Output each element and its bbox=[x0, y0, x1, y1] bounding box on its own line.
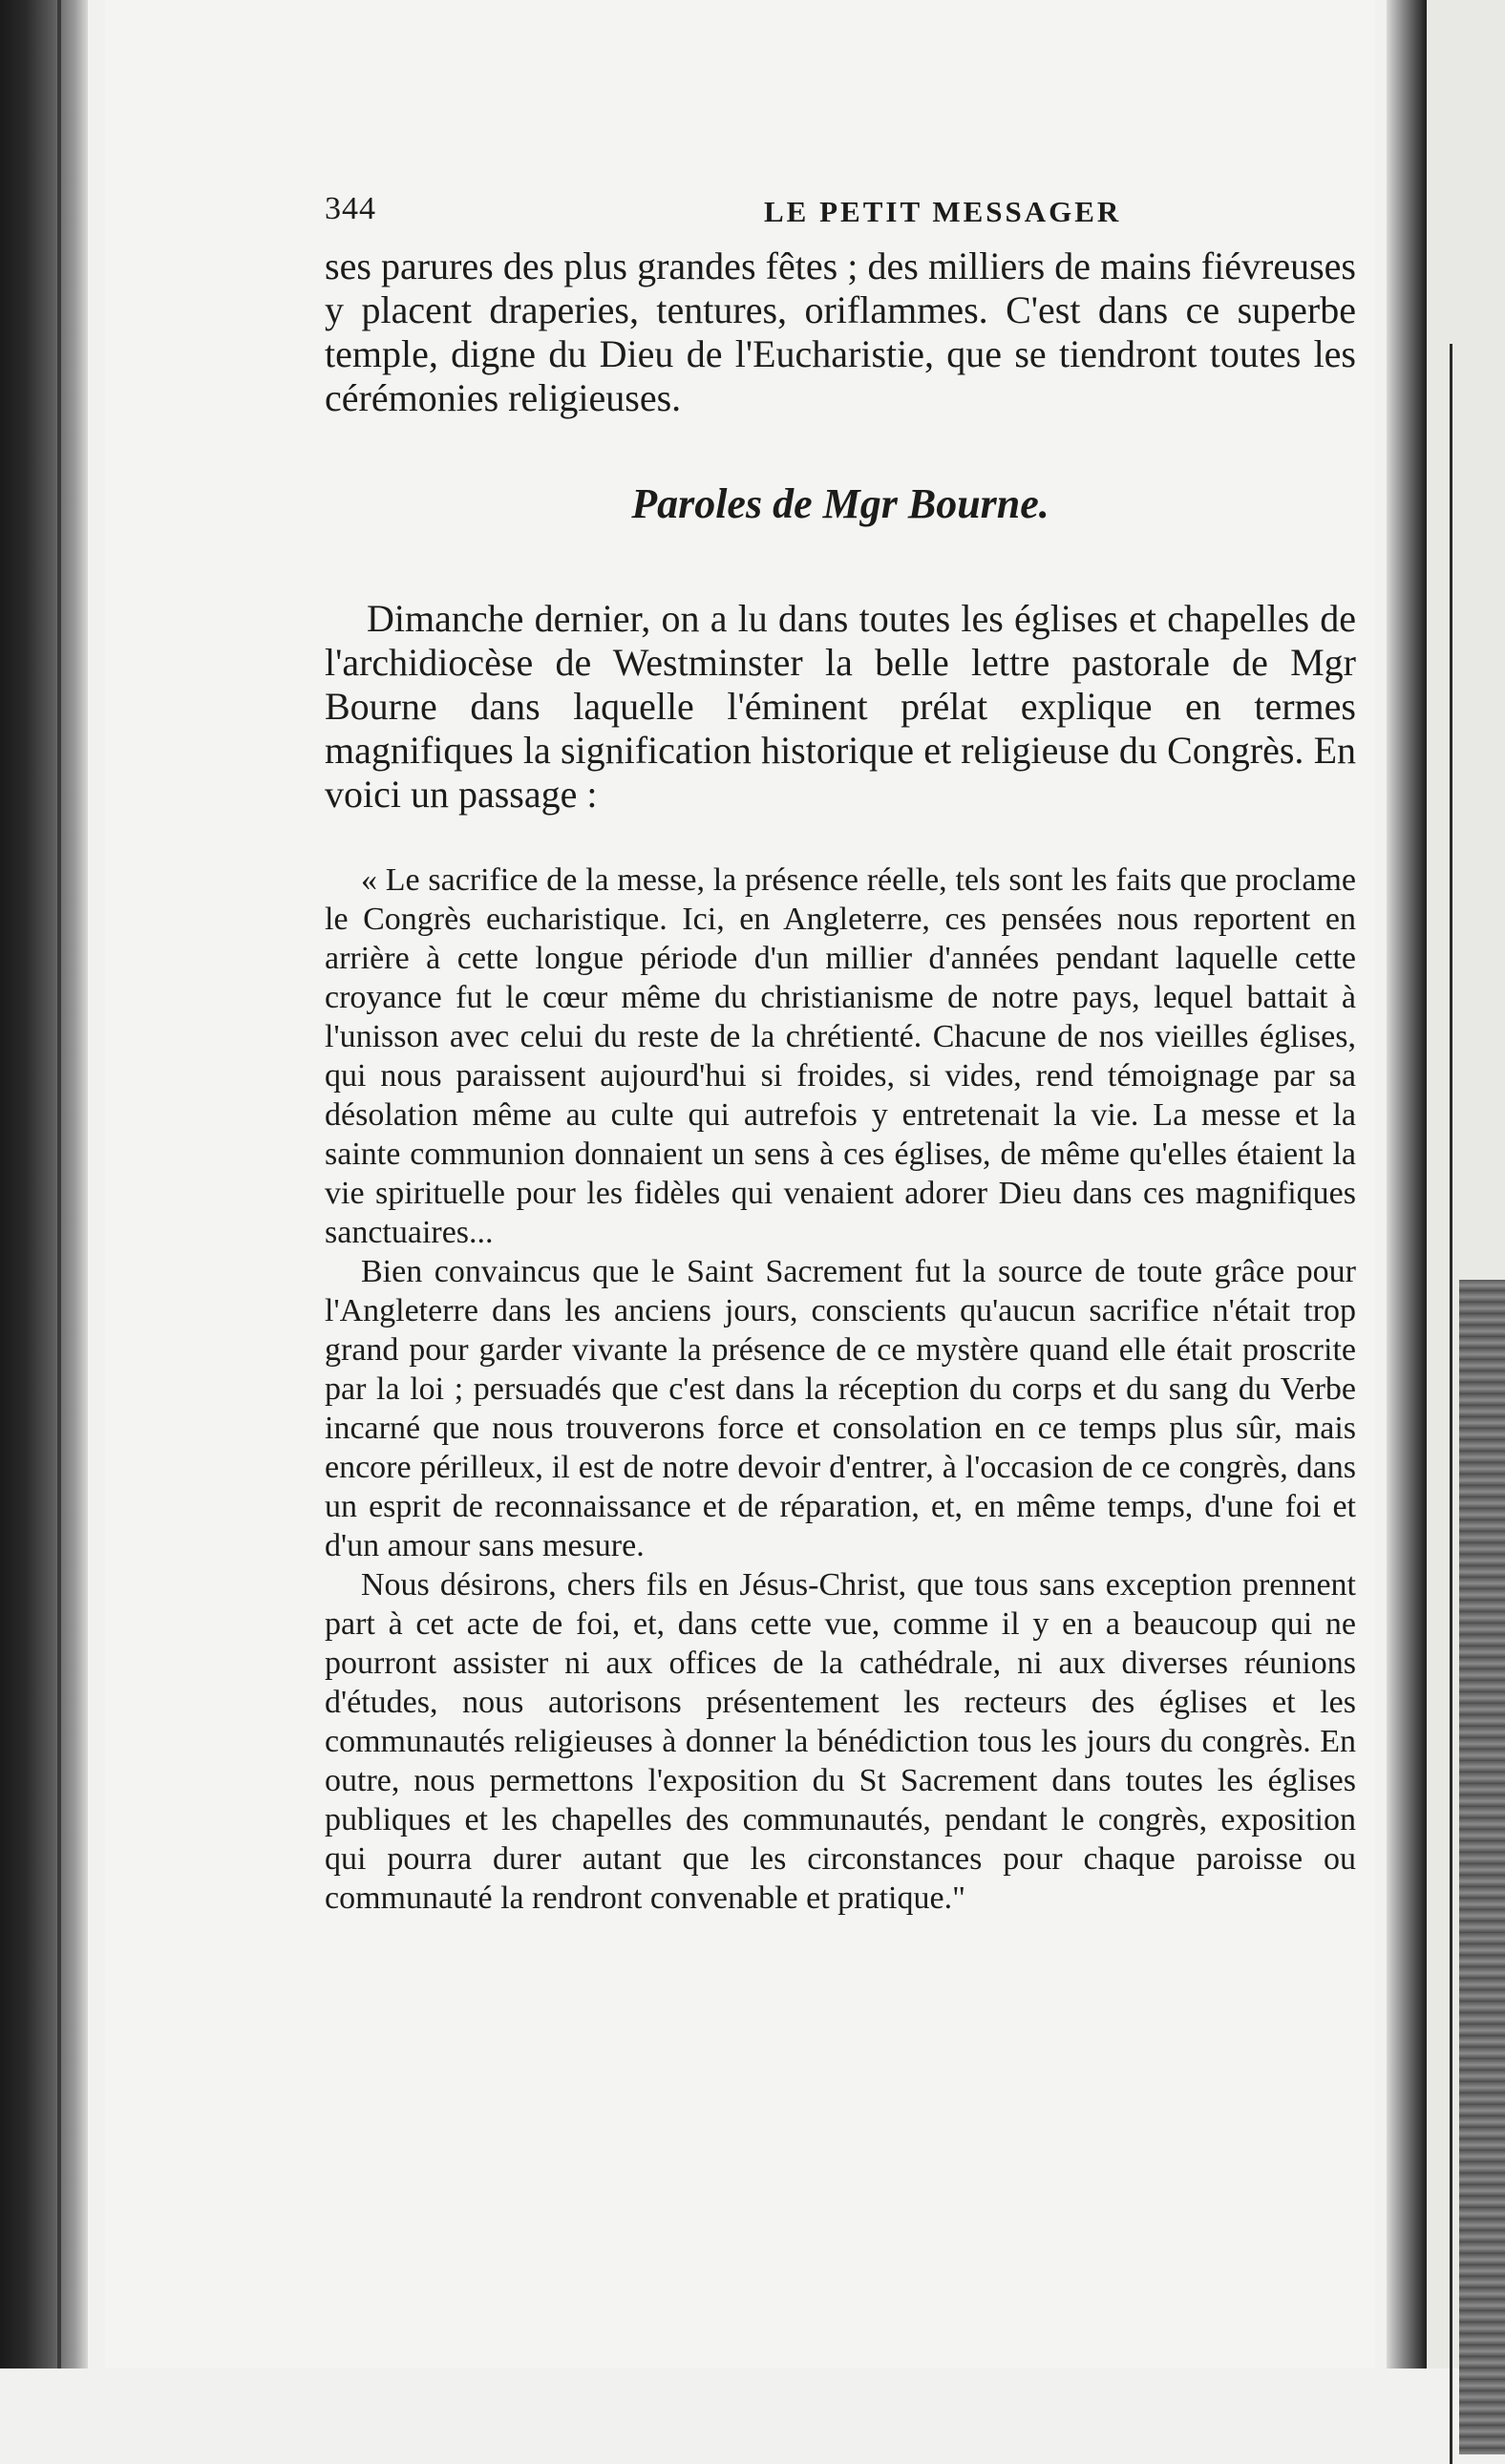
book-gutter bbox=[1387, 0, 1427, 2368]
quote-paragraph: Nous désirons, chers fils en Jésus-Christ, que tous sans exception prennent part à cet acte de foi, et, dans cette vue, comme il y en a beaucoup qui ne pourront assister ni aux offices de la cathédrale, ni aux diverses réunions d'études, nous autorisons présentement les recteurs des églises et les communautés religieuses à donner la bénédiction tous les jours du congrès. En outre, nous permettons l'exposition du St Sacrement dans toutes les églises publiques et les chapelles des communautés, pendant le congrès, exposition qui pourra durer autant que les circonstances pour chaque paroisse ou communauté la rendront convenable et pratique." bbox=[325, 1567, 1356, 1916]
quote-paragraph: Bien convaincus que le Saint Sacrement fut la source de toute grâce pour l'Angleterre dans les anciens jours, conscients qu'aucun sacrifice n'était trop grand pour garder vivante la présence de ce mystère quand elle était proscrite par la loi ; persuadés que c'est dans la réception du corps et du sang du Verbe incarné que nous trouverons force et consolation en ce temps plus sûr, mais encore périlleux, il est de notre devoir d'entrer, à l'occasion de ce congrès, dans un esprit de reconnaissance et de réparation, et, en même temps, d'une foi et d'un amour sans mesure. bbox=[325, 1254, 1356, 1563]
page-number: 344 bbox=[325, 191, 376, 226]
quote-paragraph: « Le sacrifice de la messe, la présence réelle, tels sont les faits que proclame le Congrès eucharistique. Ici, en Angleterre, ces pensées nous reportent en arrière à cette longue période d'un millier d'années pendant laquelle cette croyance fut le cœur même du christianisme de notre pays, lequel battait à l'unisson avec celui du reste de la chrétienté. Chacune de nos vieilles églises, qui nous paraissent aujourd'hui si froides, si vides, rend témoignage par sa désolation même au culte qui autrefois y entretenait la vie. La messe et la sainte communion donnaient un sens à ces églises, de même qu'elles étaient la vie spirituelle pour les fidèles qui venaient adorer Dieu dans ces magnifiques sanctuaires... bbox=[325, 862, 1356, 1250]
facing-page-edge bbox=[1427, 0, 1505, 2368]
facing-page-rule bbox=[1450, 344, 1452, 2464]
page-content bbox=[220, 191, 1356, 1918]
facing-page-illustration-edge bbox=[1459, 1280, 1505, 2454]
running-title: LE PETIT MESSAGER bbox=[764, 195, 1122, 228]
lead-paragraph: Dimanche dernier, on a lu dans toutes les églises et chapelles de l'archidiocèse de Westminster la belle lettre pastorale de Mgr Bourne dans laquelle l'éminent prélat explique en termes magnifiques la signification historique et religieuse du Congrès. En voici un passage : bbox=[325, 597, 1356, 816]
intro-paragraph: ses parures des plus grandes fêtes ; des milliers de mains fiévreuses y placent draperies, tentures, oriflammes. C'est dans ce superbe temple, digne du Dieu de l'Eucharistie, que se tiendront toutes les cérémonies religieuses. bbox=[325, 244, 1356, 419]
section-heading: Paroles de Mgr Bourne. bbox=[631, 480, 1049, 527]
book-binding-edge bbox=[0, 0, 88, 2368]
running-head bbox=[220, 191, 1356, 244]
